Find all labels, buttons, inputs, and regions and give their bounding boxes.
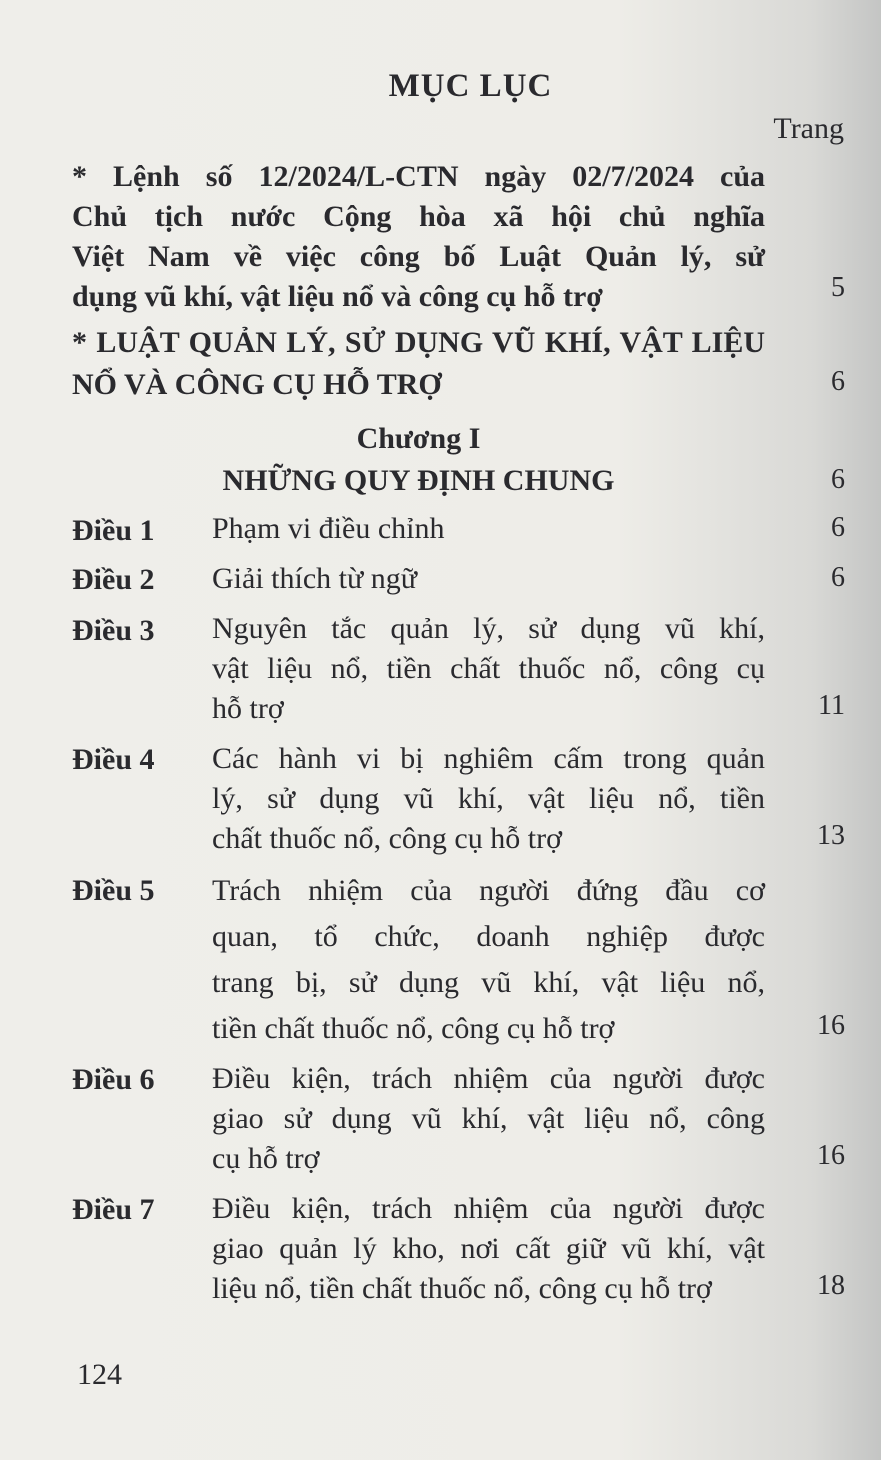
article-page: 16 [817, 1010, 845, 1041]
intro-line: Việt Nam về việc công bố Luật Quản lý, sử [72, 240, 765, 273]
article-text: tiền chất thuốc nổ, công cụ hỗ trợ [212, 1012, 615, 1045]
intro-line: Chủ tịch nước Cộng hòa xã hội chủ nghĩa [72, 200, 765, 233]
article-page: 6 [831, 512, 845, 543]
page-title: MỤC LỤC [388, 68, 553, 104]
article-text: cụ hỗ trợ [212, 1142, 320, 1175]
article-text: trang bị, sử dụng vũ khí, vật liệu nổ, [212, 966, 765, 999]
article-text: liệu nổ, tiền chất thuốc nổ, công cụ hỗ trợ [212, 1272, 712, 1305]
law-page: 6 [831, 366, 845, 397]
page-number: 124 [77, 1358, 122, 1391]
article-text: Điều kiện, trách nhiệm của người được [212, 1062, 765, 1095]
article-text: Các hành vi bị nghiêm cấm trong quản [212, 742, 765, 775]
article-text: Giải thích từ ngữ [212, 562, 417, 595]
article-text: quan, tổ chức, doanh nghiệp được [212, 920, 765, 953]
article-text: Nguyên tắc quản lý, sử dụng vũ khí, [212, 612, 765, 645]
article-text: giao quản lý kho, nơi cất giữ vũ khí, vật [212, 1232, 765, 1265]
chapter-page: 6 [831, 464, 845, 495]
article-text: Trách nhiệm của người đứng đầu cơ [212, 874, 765, 907]
article-label: Điều 3 [72, 614, 155, 647]
article-text: lý, sử dụng vũ khí, vật liệu nổ, tiền [212, 782, 765, 815]
page-column-label: Trang [773, 112, 844, 145]
article-text: hỗ trợ [212, 692, 284, 725]
article-text: vật liệu nổ, tiền chất thuốc nổ, công cụ [212, 652, 765, 685]
article-page: 18 [817, 1270, 845, 1301]
law-line: NỔ VÀ CÔNG CỤ HỖ TRỢ [72, 368, 442, 401]
article-text: Điều kiện, trách nhiệm của người được [212, 1192, 765, 1225]
chapter-number: Chương I [356, 422, 481, 455]
intro-line: * Lệnh số 12/2024/L-CTN ngày 02/7/2024 của [72, 160, 765, 193]
intro-line: dụng vũ khí, vật liệu nổ và công cụ hỗ trợ [72, 280, 603, 313]
article-page: 16 [817, 1140, 845, 1171]
chapter-title: NHỮNG QUY ĐỊNH CHUNG [222, 464, 615, 497]
article-page: 6 [831, 562, 845, 593]
law-line: * LUẬT QUẢN LÝ, SỬ DỤNG VŨ KHÍ, VẬT LIỆU [72, 326, 765, 359]
article-text: chất thuốc nổ, công cụ hỗ trợ [212, 822, 562, 855]
article-text: Phạm vi điều chỉnh [212, 512, 445, 545]
article-label: Điều 2 [72, 563, 155, 596]
article-text: giao sử dụng vũ khí, vật liệu nổ, công [212, 1102, 765, 1135]
article-label: Điều 1 [72, 514, 155, 547]
article-label: Điều 7 [72, 1193, 155, 1226]
article-label: Điều 6 [72, 1063, 155, 1096]
article-page: 11 [818, 690, 845, 721]
article-label: Điều 4 [72, 743, 155, 776]
article-label: Điều 5 [72, 874, 155, 907]
article-page: 13 [817, 820, 845, 851]
intro-page: 5 [831, 272, 845, 303]
